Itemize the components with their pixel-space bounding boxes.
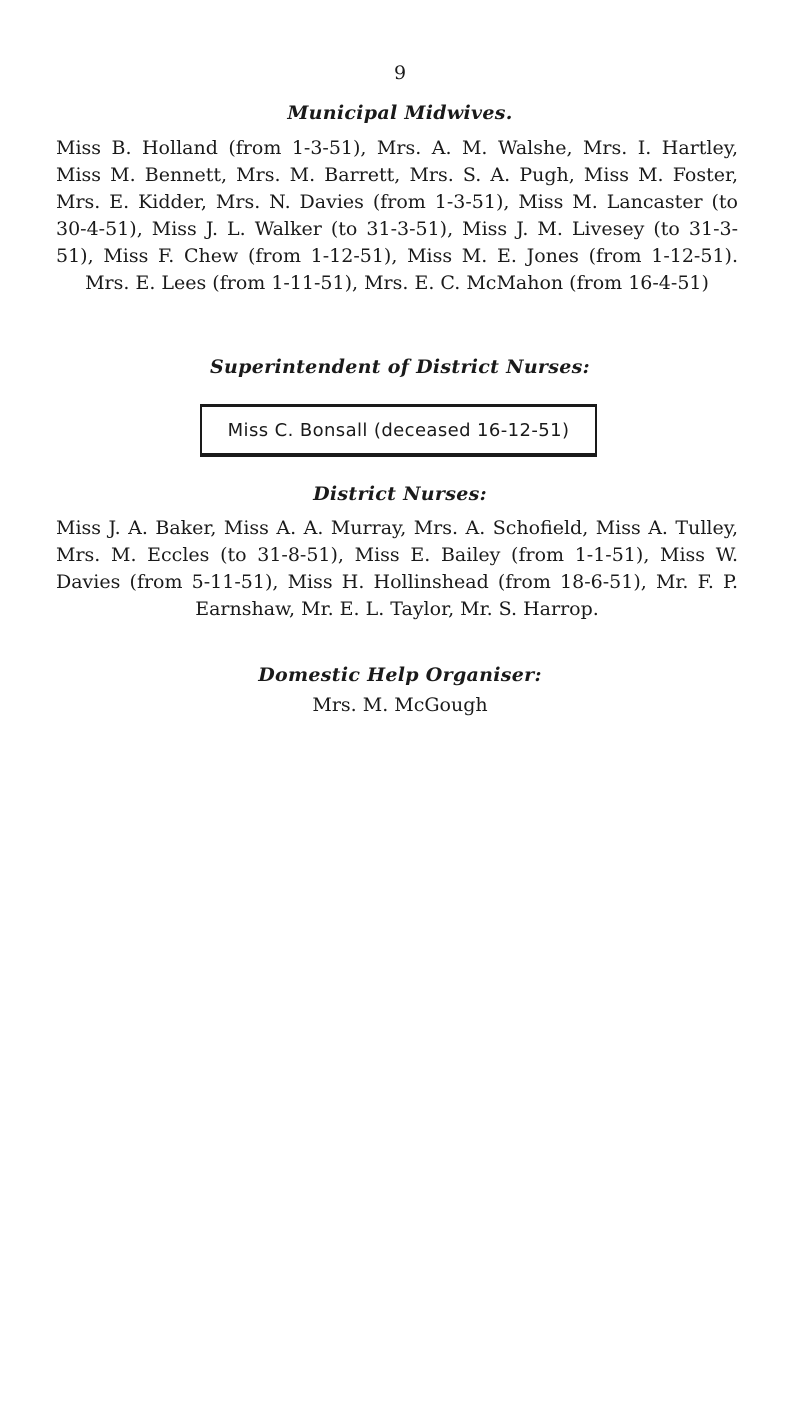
superintendent-heading: Superintendent of District Nurses: bbox=[210, 356, 590, 378]
domestic-help-heading: Domestic Help Organiser: bbox=[258, 664, 542, 686]
district-nurses-list: Miss J. A. Baker, Miss A. A. Murray, Mrs. A. Schofield, Miss A. Tulley, Mrs. M. Eccles (to 31-8-51), Miss E. Bailey (from 1-1-51), Miss W. Davies (from 5-11-51), Miss H. Hollinshead (from 18-6-51), Mr. F. P. Earnshaw, Mr. E. L. Taylor, Mr. S. Harrop. bbox=[56, 517, 738, 620]
page-number: 9 bbox=[393, 62, 407, 84]
superintendent-name: Miss C. Bonsall (deceased 16-12-51) bbox=[227, 419, 570, 441]
municipal-midwives-heading: Municipal Midwives. bbox=[287, 102, 513, 124]
district-nurses-heading: District Nurses: bbox=[313, 483, 487, 505]
superintendent-box bbox=[200, 404, 597, 457]
municipal-midwives-list: Miss B. Holland (from 1-3-51), Mrs. A. M. Walshe, Mrs. I. Hartley, Miss M. Bennett, Mrs. M. Barrett, Mrs. S. A. Pugh, Miss M. Foster, Mrs. E. Kidder, Mrs. N. Davies (from 1-3-51), Miss M. Lancaster (to 30-4-51), Miss J. L. Walker (to 31-3-51), Miss J. M. Livesey (to 31-3-51), Miss F. Chew (from 1-12-51), Miss M. E. Jones (from 1-12-51). Mrs. E. Lees (from 1-11-51), Mrs. E. C. McMahon (from 16-4-51) bbox=[56, 137, 738, 294]
domestic-help-name: Mrs. M. McGough bbox=[312, 694, 488, 716]
